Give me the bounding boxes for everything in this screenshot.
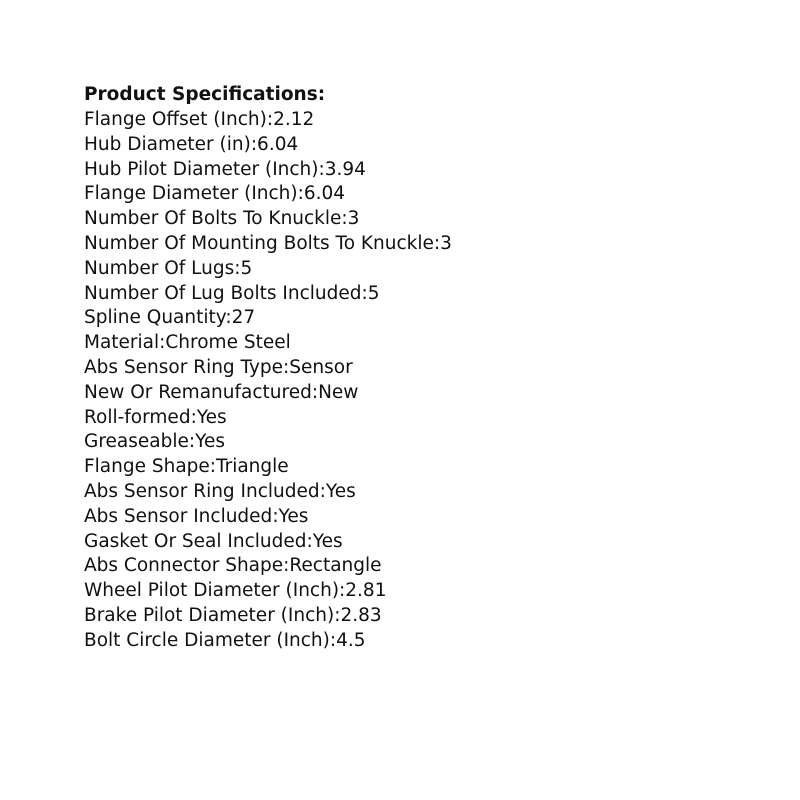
specifications-heading: Product Specifications: [84, 84, 326, 105]
spec-row: Wheel Pilot Diameter (Inch):2.81 [84, 580, 387, 602]
spec-value: 27 [231, 307, 256, 329]
spec-label: Flange Diameter (Inch) [84, 183, 298, 205]
spec-value: 5 [240, 257, 253, 279]
spec-label: Hub Diameter (in) [84, 133, 251, 155]
spec-value: 3.94 [324, 158, 366, 180]
spec-label: Hub Pilot Diameter (Inch) [84, 158, 319, 180]
spec-label: Gasket Or Seal Included [84, 530, 307, 552]
spec-row: Greaseable:Yes [84, 431, 225, 453]
spec-row: Abs Sensor Included:Yes [84, 505, 309, 527]
spec-label: Abs Sensor Ring Included [84, 480, 320, 502]
spec-value: Rectangle [289, 555, 382, 577]
spec-row: Brake Pilot Diameter (Inch):2.83 [84, 604, 382, 626]
spec-value: Yes [278, 505, 309, 527]
spec-row: Abs Connector Shape:Rectangle [84, 555, 382, 577]
spec-row: Number Of Lugs:5 [84, 257, 253, 279]
spec-label: Bolt Circle Diameter (Inch) [84, 629, 330, 651]
spec-value: 6.04 [303, 183, 346, 205]
spec-value: Triangle [216, 456, 289, 478]
spec-row: Flange Offset (Inch):2.12 [84, 109, 315, 130]
spec-label: Flange Shape [84, 456, 210, 478]
spec-row: Number Of Lug Bolts Included:5 [84, 282, 380, 304]
spec-label: Flange Offset (Inch) [84, 109, 267, 130]
spec-value: Yes [196, 406, 227, 428]
spec-value: 5 [367, 282, 380, 304]
spec-value: Sensor [289, 356, 353, 378]
spec-row: Material:Chrome Steel [84, 332, 291, 354]
spec-label: Spline Quantity [84, 307, 226, 329]
spec-row: Spline Quantity:27 [84, 307, 256, 329]
spec-value: Yes [325, 480, 356, 502]
spec-value: 4.5 [336, 629, 366, 651]
spec-row: Hub Diameter (in):6.04 [84, 133, 299, 155]
spec-row: Roll-formed:Yes [84, 406, 227, 428]
spec-label: Abs Connector Shape [84, 555, 284, 577]
spec-label: Abs Sensor Ring Type [84, 356, 284, 378]
spec-value: 2.83 [340, 604, 382, 626]
spec-row: Hub Pilot Diameter (Inch):3.94 [84, 158, 366, 180]
spec-value: 3 [347, 208, 360, 230]
spec-label: Roll-formed [84, 406, 191, 428]
spec-label: Brake Pilot Diameter (Inch) [84, 604, 335, 626]
spec-value: 2.81 [345, 580, 387, 602]
spec-value: 2.12 [273, 109, 315, 130]
spec-label: New Or Remanufactured [84, 381, 312, 403]
spec-list [84, 108, 784, 654]
spec-label: Material [84, 332, 160, 354]
spec-value: Yes [195, 431, 225, 453]
spec-row: New Or Remanufactured:New [84, 381, 359, 403]
spec-label: Number Of Mounting Bolts To Knuckle [84, 232, 434, 254]
spec-row: Number Of Bolts To Knuckle:3 [84, 208, 360, 230]
spec-row: Flange Shape:Triangle [84, 456, 289, 478]
spec-label: Number Of Bolts To Knuckle [84, 208, 342, 230]
spec-row: Bolt Circle Diameter (Inch):4.5 [84, 629, 366, 651]
spec-label: Number Of Lugs [84, 257, 235, 279]
spec-value: 6.04 [257, 133, 299, 155]
spec-value: New [318, 381, 359, 403]
spec-row: Flange Diameter (Inch):6.04 [84, 183, 346, 205]
spec-value: 3 [440, 232, 452, 254]
spec-row: Abs Sensor Ring Included:Yes [84, 480, 356, 502]
spec-row: Number Of Mounting Bolts To Knuckle:3 [84, 232, 452, 254]
spec-value: Chrome Steel [165, 332, 291, 354]
product-specifications [84, 82, 784, 654]
spec-label: Abs Sensor Included [84, 505, 273, 527]
spec-row: Gasket Or Seal Included:Yes [84, 530, 343, 552]
spec-label: Greaseable [84, 431, 189, 453]
spec-row: Abs Sensor Ring Type:Sensor [84, 356, 353, 378]
spec-value: Yes [312, 530, 343, 552]
spec-label: Number Of Lug Bolts Included [84, 282, 362, 304]
spec-label: Wheel Pilot Diameter (Inch) [84, 580, 340, 602]
